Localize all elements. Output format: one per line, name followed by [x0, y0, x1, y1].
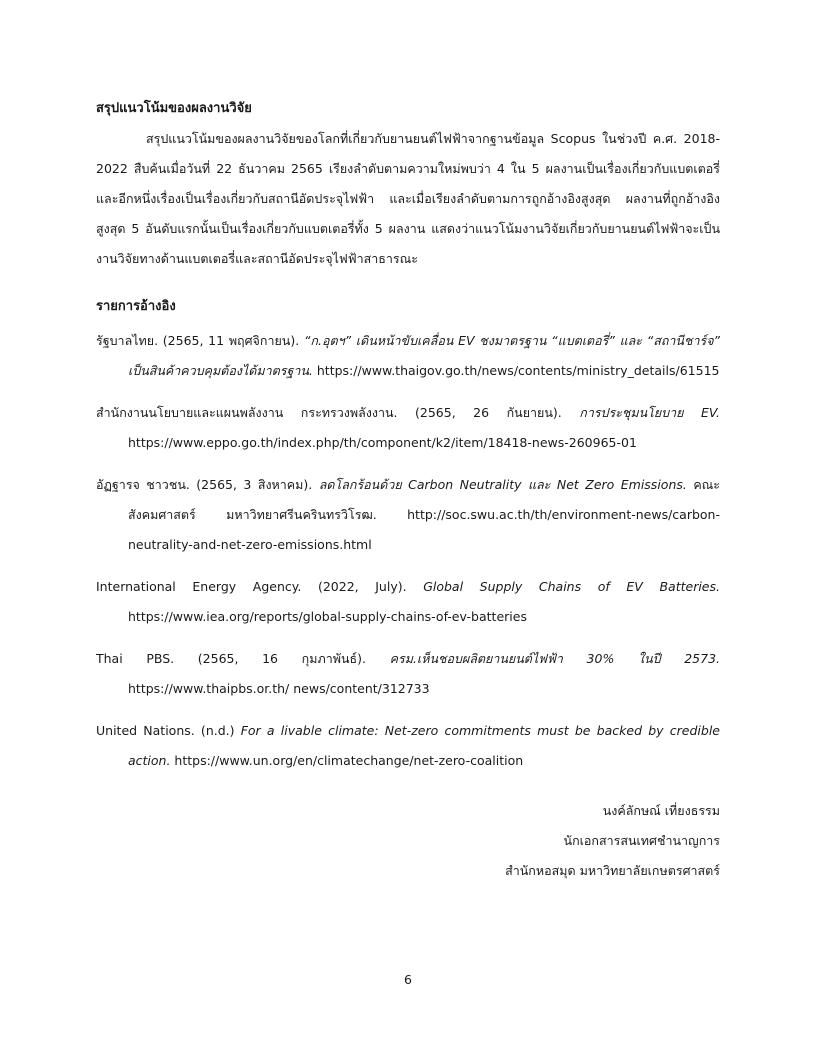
reference-author: Thai PBS. (2565, 16 กุมภาพันธ์). [96, 651, 390, 666]
reference-title: For a livable climate: Net-zero commitments must be backed by credible action. [128, 723, 720, 768]
reference-item [96, 326, 720, 386]
reference-author: United Nations. (n.d.) [96, 723, 241, 738]
reference-item [96, 644, 720, 704]
author-position: นักเอกสารสนเทศชำนาญการ [563, 833, 720, 848]
page-number: 6 [404, 972, 412, 987]
reference-title: “ก.อุตฯ” เดินหน้าขับเคลื่อน EV ชงมาตรฐาน “แบตเตอรี่” และ “สถานีชาร์จ” เป็นสินค้าควบคุมต้องได้มาตรฐาน. [128, 333, 720, 378]
reference-source: https://www.thaigov.go.th/news/contents/ministry_details/61515 [312, 363, 720, 378]
reference-author: รัฐบาลไทย. (2565, 11 พฤศจิกายน). [96, 333, 304, 348]
signature-block [505, 796, 720, 886]
reference-author: International Energy Agency. (2022, July). [96, 579, 424, 594]
author-name: นงค์ลักษณ์ เที่ยงธรรม [602, 803, 720, 818]
page-content [96, 94, 720, 788]
reference-list [96, 326, 720, 776]
reference-source: คณะสังคมศาสตร์ มหาวิทยาศรีนครินทรวิโรฒ. http://soc.swu.ac.th/th/environment-news/carbon-neutrality-and-net-zero-emissions.html [128, 477, 720, 552]
reference-title: Global Supply Chains of EV Batteries. [423, 579, 720, 594]
reference-source: https://www.eppo.go.th/index.php/th/component/k2/item/18418-news-260965-01 [128, 435, 637, 450]
reference-title: ครม.เห็นชอบผลิตยานยนต์ไฟฟ้า 30% ในปี 2573. [389, 651, 720, 666]
reference-item [96, 716, 720, 776]
reference-item [96, 572, 720, 632]
reference-source: https://www.un.org/en/climatechange/net-zero-coalition [170, 753, 524, 768]
reference-author: สำนักงานนโยบายและแผนพลังงาน กระทรวงพลังงาน. (2565, 26 กันยายน). [96, 405, 580, 420]
summary-heading: สรุปแนวโน้มของผลงานวิจัย [96, 101, 252, 116]
references-heading: รายการอ้างอิง [96, 299, 176, 314]
reference-source: https://www.iea.org/reports/global-supply-chains-of-ev-batteries [128, 609, 527, 624]
reference-source: https://www.thaipbs.or.th/ news/content/312733 [128, 681, 430, 696]
author-office: สำนักหอสมุด มหาวิทยาลัยเกษตรศาสตร์ [505, 863, 720, 878]
reference-item [96, 398, 720, 458]
reference-title: การประชุมนโยบาย EV. [579, 405, 720, 420]
summary-paragraph: สรุปแนวโน้มของผลงานวิจัยของโลกที่เกี่ยวกับยานยนต์ไฟฟ้าจากฐานข้อมูล Scopus ในช่วงปี ค.ศ. 2018-2022 สืบค้นเมื่อวันที่ 22 ธันวาคม 2565 เรียงลำดับตามความใหม่พบว่า 4 ใน 5 ผลงานเป็นเรื่องเกี่ยวกับแบตเตอรี่ และอีกหนึ่งเรื่องเป็นเรื่องเกี่ยวกับสถานีอัดประจุไฟฟ้า และเมื่อเรียงลำดับตามการถูกอ้างอิงสูงสุด ผลงานที่ถูกอ้างอิงสูงสุด 5 อันดับแรกนั้นเป็นเรื่องเกี่ยวกับแบตเตอรี่ทั้ง 5 ผลงาน แสดงว่าแนวโน้มงานวิจัยเกี่ยวกับยานยนต์ไฟฟ้าจะเป็นงานวิจัยทางด้านแบตเตอรี่และสถานีอัดประจุไฟฟ้าสาธารณะ [96, 131, 720, 266]
reference-author: อัฏฐารจ ชาวชน. (2565, 3 สิงหาคม). [96, 477, 319, 492]
reference-title: ลดโลกร้อนด้วย Carbon Neutrality และ Net Zero Emissions. [318, 477, 687, 492]
reference-item [96, 470, 720, 560]
section-spacer [96, 274, 720, 292]
